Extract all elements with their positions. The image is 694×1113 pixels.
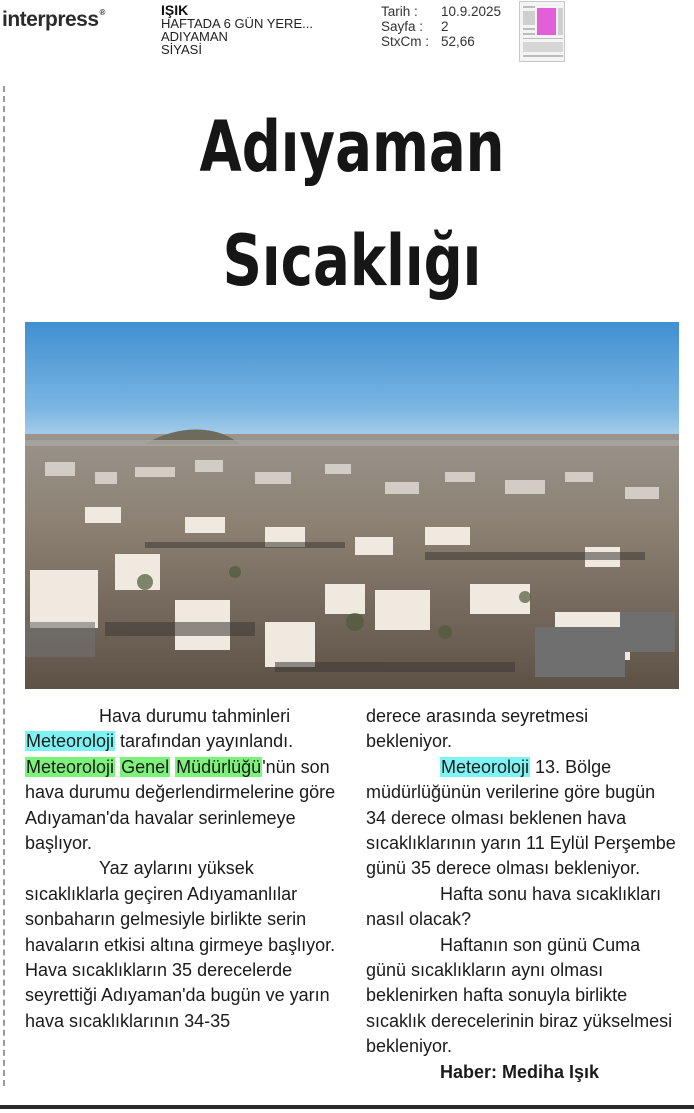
meta-date-label: Tarih : [381, 4, 418, 19]
thumbnail-article-highlight [537, 8, 556, 35]
registered-mark: ® [99, 8, 105, 17]
keyword-highlight: Genel [121, 756, 170, 777]
headline-line-1: Adıyaman Sıcaklığı [199, 106, 505, 302]
text-span: 13. Bölge müdürlüğünün verilerine göre bugün 34 derece olması beklenen hava sıcaklıklarının yarın 11 Eylül Perşembe günü 35 derece olması bekleniyor. [366, 756, 676, 879]
meta-page-row [381, 19, 501, 34]
meta-stxcm-row [381, 34, 501, 49]
text-span: derece arasında seyretmesi bekleniyor. [366, 706, 589, 752]
paragraph [25, 704, 345, 856]
article-column-1 [25, 704, 345, 1034]
publication-subtitle: HAFTADA 6 GÜN YERE... [161, 16, 313, 31]
meta-page-label: Sayfa : [381, 19, 424, 34]
text-span: Haftanın son günü Cuma günü sıcaklıkların aynı olması beklenirken hafta sonuyla birlikte sıcaklık derecelerinin biraz yükselmesi bekleniyor. [366, 934, 673, 1057]
text-span: 'nün son hava durumu değerlendirmelerine göre Adıyaman'da havalar serinlemeye başlıyor. [25, 756, 336, 854]
text-span: Yaz aylarını yüksek sıcaklıklarla geçiren Adıyamanlılar sonbaharın gelmesiyle birlikte serin havaların etkisi altına girmeye başlıyor. Hava sıcaklıkların 35 derecelerde seyrettiği Adıyaman'da bugün ve yarın hava sıcaklıklarının 34-35 [25, 858, 336, 1031]
clipping-meta [381, 4, 501, 49]
interpress-logo [2, 8, 105, 32]
logo-text: interpress [2, 8, 99, 31]
article-photo [25, 322, 679, 689]
keyword-highlight: Meteoroloji [26, 731, 115, 752]
text-span: Hava durumu tahminleri [99, 706, 291, 726]
publication-info [161, 4, 313, 56]
meta-page-value: 2 [441, 19, 449, 34]
aerial-city-photo [25, 322, 679, 689]
text-span: tarafından yayınlandı. [115, 731, 294, 752]
byline-text: Haber: Mediha Işık [440, 1061, 600, 1082]
keyword-highlight: Meteoroloji [441, 756, 530, 777]
paragraph [25, 856, 345, 1034]
paragraph [366, 704, 678, 755]
meta-stxcm-label: StxCm : [381, 34, 430, 49]
text-span: Hafta sonu hava sıcaklıkları nasıl olacak? [366, 883, 662, 930]
meta-date-row [381, 4, 501, 19]
keyword-highlight: Müdürlüğü [176, 756, 262, 777]
paragraph [366, 933, 678, 1060]
meta-stxcm-value: 52,66 [441, 34, 475, 49]
page-thumbnail[interactable] [519, 1, 565, 62]
column-divider [3, 86, 5, 1086]
keyword-highlight: Meteoroloji [26, 756, 115, 777]
paragraph [366, 882, 678, 933]
paragraph [366, 755, 678, 882]
publication-name: IŞIK [161, 2, 189, 18]
bottom-rule [0, 1105, 694, 1109]
meta-date-value: 10.9.2025 [441, 4, 502, 19]
publication-section: SİYASİ [161, 42, 202, 57]
byline [366, 1060, 678, 1085]
article-column-2 [366, 704, 678, 1085]
publication-city: ADIYAMAN [161, 29, 228, 44]
